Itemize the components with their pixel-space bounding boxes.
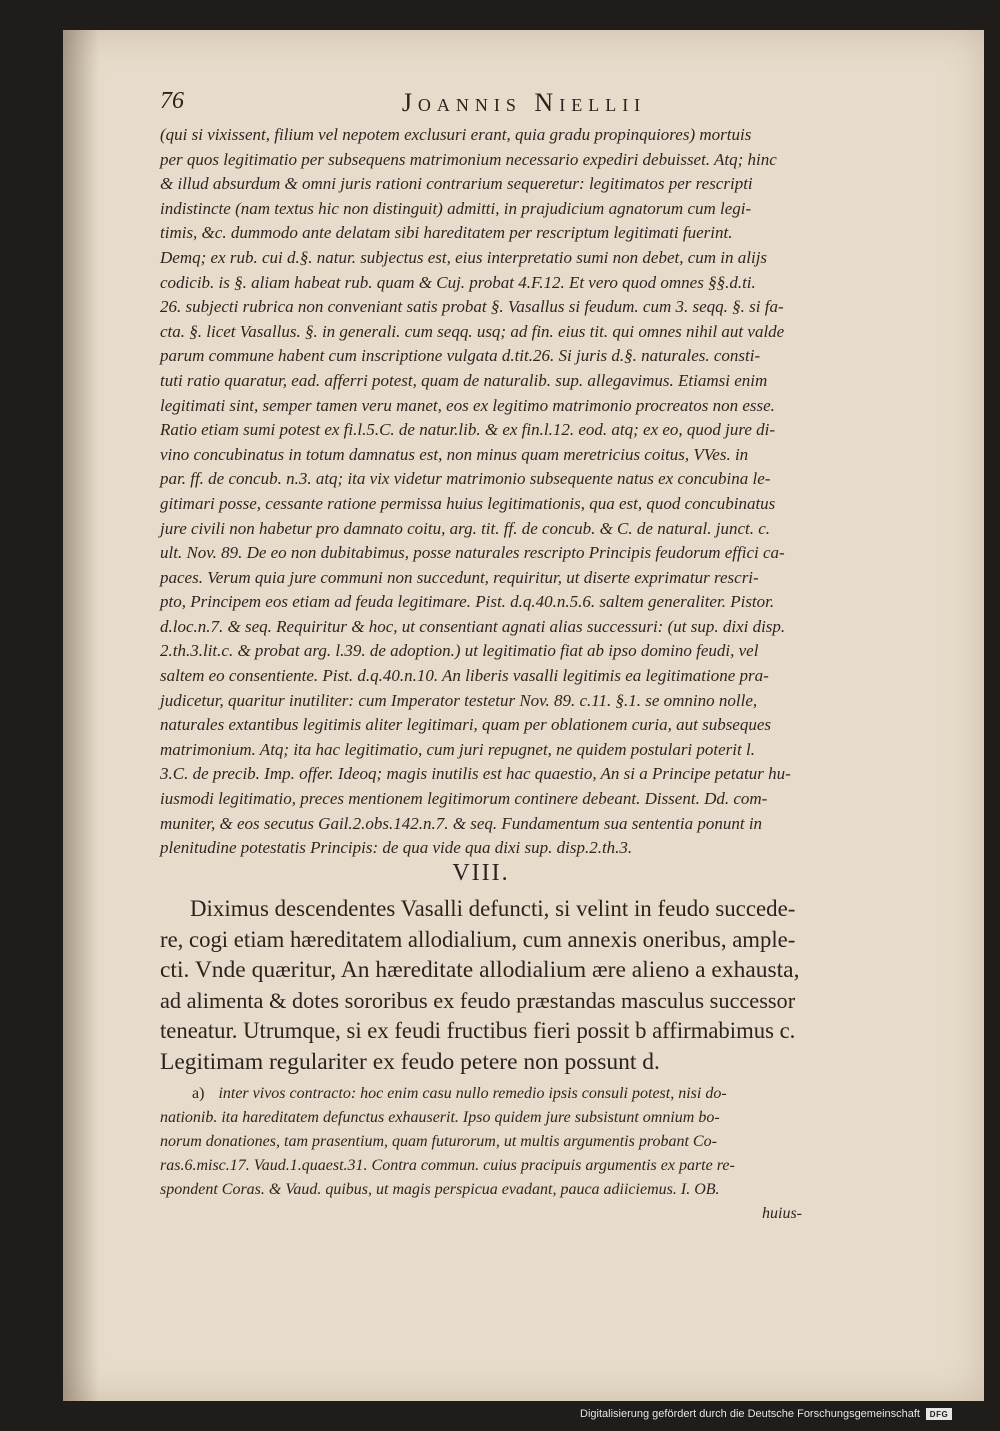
footnote-text: inter vivos contracto: hoc enim casu nullo remedio ipsis consuli potest, nisi do-	[218, 1085, 727, 1102]
footnote-line: ras.6.misc.17. Vaud.1.quaest.31. Contra commun. cuius pracipuis argumentis ex parte re-	[160, 1157, 735, 1174]
notes-line: (qui si vixissent, filium vel nepotem exclusuri erant, quia gradu propinquiores) mortuis	[160, 125, 752, 144]
footer-credit	[580, 1407, 952, 1421]
main-text-line: Legitimam regulariter ex feudo petere non possunt d.	[160, 1048, 660, 1075]
footnote-line: norum donationes, tam prasentium, quam futurorum, ut multis argumentis probant Co-	[160, 1133, 717, 1150]
notes-line: indistincte (nam textus hic non distinguit) admitti, in prajudicium agnatorum cum legi-	[160, 198, 752, 218]
notes-line: & illud absurdum & omni juris rationi contrarium sequeretur: legitimatos per rescripti	[160, 174, 753, 194]
notes-line: cta. §. licet Vasallus. §. in generali. cum seqq. usq; ad fin. eius tit. qui omnes nihil aut valde	[160, 321, 785, 341]
notes-line: matrimonium. Atq; ita hac legitimatio, cum juri repugnet, ne quidem postulari poterit l.	[160, 739, 755, 759]
page-number: 76	[160, 88, 184, 114]
main-text-line: teneatur. Utrumque, si ex feudi fructibus fieri possit b affirmabimus c.	[160, 1018, 796, 1043]
footnote-line: huius-	[762, 1205, 802, 1222]
notes-line: par. ff. de concub. n.3. atq; ita vix videtur matrimonio subsequente natus ex concubina le-	[160, 469, 771, 489]
notes-line: vino concubinatus in totum damnatus est, non minus quam meretricius coitus, VVes. in	[160, 444, 749, 464]
notes-line: ult. Nov. 89. De eo non dubitabimus, posse naturales rescripto Principis feudorum effici ca-	[160, 543, 785, 563]
main-text-line: re, cogi etiam hæreditatem allodialium, cum annexis oneribus, ample-	[160, 926, 796, 952]
notes-line: plenitudine potestatis Principis: de qua vide qua dixi sup. disp.2.th.3.	[160, 838, 633, 858]
footnote-line	[160, 1082, 802, 1106]
footnote-line: nationib. ita hareditatem defunctus exhauserit. Ipso quidem jure subsistunt omnium bo-	[160, 1109, 720, 1126]
notes-line: codicib. is §. aliam habeat rub. quam & Cuj. probat 4.F.12. Et vero quod omnes §§.d.ti.	[160, 272, 756, 292]
main-text-line: ad alimenta & dotes sororibus ex feudo præstandas masculus successor	[160, 987, 796, 1013]
notes-line: parum commune habent cum inscriptione vulgata d.tit.26. Si juris d.§. naturales. consti-	[160, 346, 761, 366]
page-spine-shadow	[63, 30, 99, 1401]
footer-credit-text: Digitalisierung gefördert durch die Deutsche Forschungsgemeinschaft	[580, 1408, 920, 1420]
notes-line: legitimati sint, semper tamen veru manet, eos ex legitimo matrimonio procreatos non esse.	[160, 395, 775, 415]
running-head: Joannis Niellii	[401, 88, 647, 117]
dfg-logo-icon: DFG	[926, 1408, 952, 1420]
notes-line: paces. Verum quia jure communi non succedunt, requiritur, ut diserte exprimatur rescri-	[160, 567, 759, 587]
notes-line: 3.C. de precib. Imp. offer. Ideoq; magis inutilis est hac quaestio, An si a Principe petatur hu-	[160, 764, 791, 784]
notes-line: muniter, & eos secutus Gail.2.obs.142.n.7. & seq. Fundamentum sua sententia ponunt in	[160, 813, 763, 833]
notes-line: 26. subjecti rubrica non conveniant satis probat §. Vasallus si feudum. cum 3. seqq. §. si fa-	[160, 297, 784, 317]
section-heading: VIII.	[452, 860, 510, 886]
footnote-line: spondent Coras. & Vaud. quibus, ut magis perspicua evadant, pauca adiiciemus. I. OB.	[160, 1181, 720, 1198]
main-text-line: cti. Vnde quæritur, An hæreditate allodialium ære alieno a exhausta,	[160, 957, 800, 983]
notes-block	[160, 123, 802, 861]
main-text	[160, 894, 802, 1077]
notes-line: 2.th.3.lit.c. & probat arg. l.39. de adoption.) ut legitimatio fiat ab ipso domino feudi, vel	[160, 641, 759, 661]
notes-line: naturales extantibus legitimis aliter legitimari, quam per oblationem curia, aut subseques	[160, 715, 772, 735]
footnote-block	[160, 1082, 802, 1226]
notes-line: timis, &c. dummodo ante delatam sibi hareditatem per rescriptum legitimati fuerint.	[160, 223, 733, 243]
notes-line: tuti ratio quaratur, ead. afferri potest, quam de naturalib. sup. allegavimus. Etiamsi enim	[160, 370, 768, 390]
notes-line: judicetur, quaritur inutiliter: cum Imperator testetur Nov. 89. c.11. §.1. se omnino nolle,	[160, 690, 758, 710]
notes-line: iusmodi legitimatio, preces mentionem legitimorum continere debeant. Dissent. Dd. com-	[160, 789, 768, 809]
notes-line: saltem eo consentiente. Pist. d.q.40.n.10. An liberis vasalli legitimis ea legitimatione pra-	[160, 666, 769, 686]
main-text-line: Diximus descendentes Vasalli defuncti, si velint in feudo succede-	[190, 896, 796, 921]
notes-line: per quos legitimatio per subsequens matrimonium necessario expediri debuisset. Atq; hinc	[160, 149, 777, 169]
notes-line: Demq; ex rub. cui d.§. natur. subjectus est, eius interpretatio sumi non debet, cum in alijs	[160, 247, 768, 267]
footnote-label: a)	[192, 1085, 205, 1102]
notes-line: gitimari posse, cessante ratione permissa huius legitimationis, qua est, quod concubinatus	[160, 493, 776, 513]
notes-line: Ratio etiam sumi potest ex fi.l.5.C. de natur.lib. & ex fin.l.12. eod. atq; ex eo, quod jure di-	[160, 420, 776, 440]
notes-line: jure civili non habetur pro damnato coitu, arg. tit. ff. de concub. & C. de natural. junct. c.	[160, 518, 771, 538]
notes-line: d.loc.n.7. & seq. Requiritur & hoc, ut consentiant agnati alias successuri: (ut sup. dixi disp.	[160, 616, 786, 636]
page-header	[160, 88, 800, 128]
notes-line: pto, Principem eos etiam ad feuda legitimare. Pist. d.q.40.n.5.6. saltem generaliter. Pistor.	[160, 592, 775, 612]
